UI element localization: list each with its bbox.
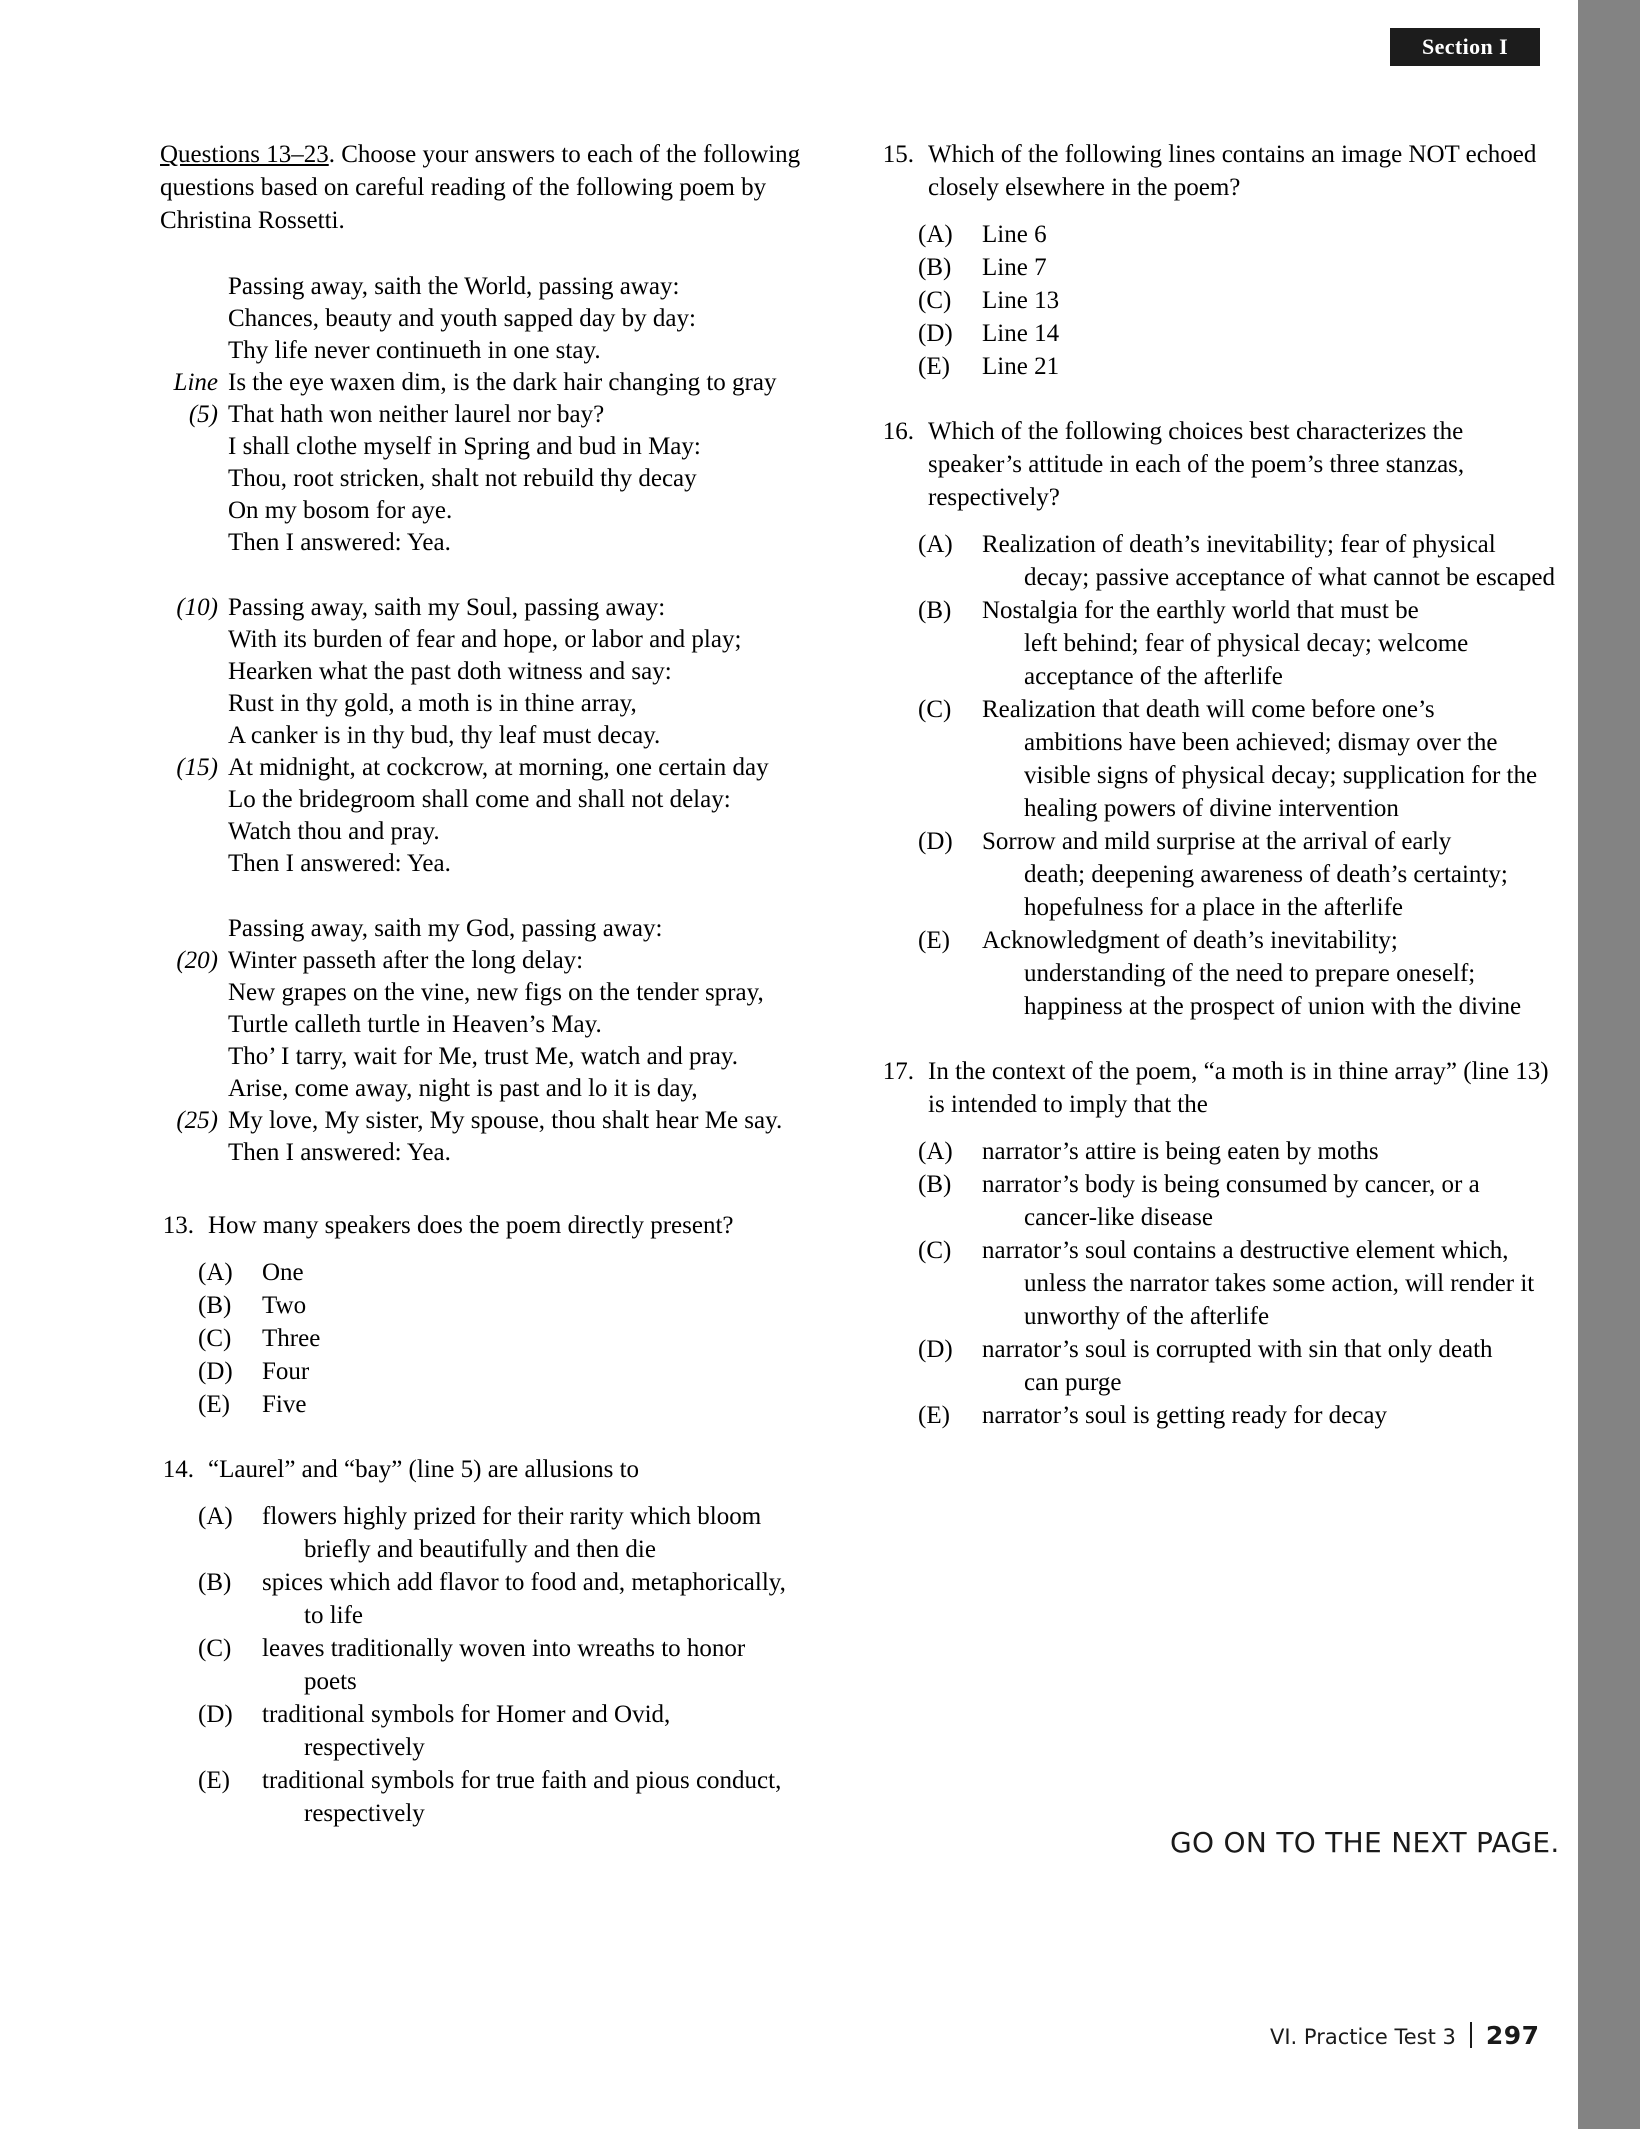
- answer-choice-text-continued: death; deepening awareness of death’s certainty; hopefulness for a place in the afterlife: [1024, 861, 1508, 921]
- question-header: [160, 1453, 820, 1486]
- answer-choice-text-first-line: Sorrow and mild surprise at the arrival of early: [982, 828, 1452, 855]
- poem-block: [160, 271, 820, 1169]
- answer-choice-letter: (A): [918, 1138, 953, 1165]
- answer-choice-text-first-line: narrator’s body is being consumed by cancer, or a: [982, 1171, 1480, 1198]
- question-header: [880, 1055, 1560, 1121]
- poem-stanza: [160, 592, 820, 880]
- answer-choice-text-first-line: Two: [262, 1292, 307, 1319]
- poem-line-text: Chances, beauty and youth sapped day by day:: [228, 305, 696, 332]
- go-on-notice: GO ON TO THE NEXT PAGE.: [1170, 1826, 1560, 1859]
- answer-choice-letter: (B): [918, 597, 952, 624]
- answer-choice-text: [974, 284, 1560, 317]
- answer-choice[interactable]: [918, 825, 1560, 924]
- poem-line-marker: [160, 335, 228, 367]
- answer-choice-text-continued: briefly and beautifully and then die: [304, 1536, 656, 1563]
- poem-line-text: Hearken what the past doth witness and say:: [228, 658, 672, 685]
- footer-divider: [1470, 2022, 1472, 2048]
- poem-line: [160, 1137, 820, 1169]
- answer-choice[interactable]: [918, 284, 1560, 317]
- poem-line-text: That hath won neither laurel nor bay?: [228, 401, 605, 428]
- poem-line-marker: [160, 463, 228, 495]
- answer-choice-list: [918, 218, 1560, 383]
- poem-line-text: Turtle calleth turtle in Heaven’s May.: [228, 1011, 602, 1038]
- poem-line-text: A canker is in thy bud, thy leaf must decay.: [228, 722, 661, 749]
- answer-choice-text: [974, 317, 1560, 350]
- answer-choice-text: [254, 1355, 820, 1388]
- poem-line: [160, 656, 820, 688]
- question-stem: “Laurel” and “bay” (line 5) are allusions to: [208, 1456, 640, 1483]
- answer-choice-text-first-line: Realization that death will come before one’s: [982, 696, 1435, 723]
- poem-line-marker: [160, 271, 228, 303]
- answer-choice-text: [974, 594, 1560, 693]
- poem-line-marker: [160, 527, 228, 559]
- poem-line: [160, 399, 820, 431]
- poem-line-marker: (25): [176, 1107, 218, 1134]
- question-block: [880, 1055, 1560, 1432]
- poem-line-text: Tho’ I tarry, wait for Me, trust Me, watch and pray.: [228, 1043, 739, 1070]
- poem-line-marker: (20): [176, 947, 218, 974]
- answer-choice-letter: (E): [918, 1402, 950, 1429]
- poem-line-marker: [160, 303, 228, 335]
- answer-choice-text: [254, 1698, 820, 1764]
- poem-stanza: [160, 271, 820, 559]
- answer-choice-letter: (A): [918, 221, 953, 248]
- question-stem: How many speakers does the poem directly present?: [208, 1212, 734, 1239]
- poem-line-marker: [160, 1073, 228, 1105]
- answer-choice-text: [974, 924, 1560, 1023]
- answer-choice[interactable]: [918, 1135, 1560, 1168]
- question-header: [880, 415, 1560, 514]
- answer-choice-text-first-line: spices which add flavor to food and, metaphorically,: [262, 1569, 786, 1596]
- answer-choice-text: [974, 1168, 1560, 1234]
- answer-choice-text: [254, 1632, 820, 1698]
- poem-line-text: Is the eye waxen dim, is the dark hair changing to gray: [228, 369, 777, 396]
- poem-line-text: I shall clothe myself in Spring and bud in May:: [228, 433, 701, 460]
- poem-line-marker: [160, 1041, 228, 1073]
- answer-choice-text-continued: left behind; fear of physical decay; welcome acceptance of the afterlife: [1024, 630, 1469, 690]
- answer-choice-text: [254, 1764, 820, 1830]
- answer-choice-text-continued: unless the narrator takes some action, will render it unworthy of the afterlife: [1024, 1270, 1535, 1330]
- answer-choice-letter: (C): [198, 1635, 232, 1662]
- answer-choice-letter: (A): [198, 1503, 233, 1530]
- answer-choice-text-continued: cancer-like disease: [1024, 1204, 1213, 1231]
- poem-line: [160, 495, 820, 527]
- poem-line-text: On my bosom for aye.: [228, 497, 453, 524]
- poem-line-marker: [160, 848, 228, 880]
- answer-choice[interactable]: [918, 594, 1560, 693]
- left-column: [160, 138, 820, 1862]
- answer-choice-text-first-line: Five: [262, 1391, 307, 1418]
- answer-choice-text-continued: ambitions have been achieved; dismay over the visible signs of physical decay; supplication for the healing powers of divine intervention: [1024, 729, 1538, 822]
- poem-line-marker: [160, 1009, 228, 1041]
- answer-choice-letter: (A): [918, 531, 953, 558]
- poem-line-marker: [160, 784, 228, 816]
- poem-line: [160, 688, 820, 720]
- answer-choice-text: [974, 1135, 1560, 1168]
- section-header-label: Section I: [1421, 34, 1509, 59]
- poem-line: [160, 335, 820, 367]
- poem-line-text: Passing away, saith my Soul, passing away:: [228, 594, 666, 621]
- answer-choice-letter: (E): [918, 927, 950, 954]
- answer-choice-text: [974, 218, 1560, 251]
- question-stem: Which of the following choices best characterizes the speaker’s attitude in each of the poem’s three stanzas, respectively?: [928, 418, 1465, 511]
- poem-line: [160, 592, 820, 624]
- question-block: [160, 1209, 820, 1421]
- answer-choice-text: [974, 1333, 1560, 1399]
- poem-line-text: Passing away, saith the World, passing away:: [228, 273, 680, 300]
- question-number: 13.: [162, 1212, 194, 1239]
- question-header: [160, 1209, 820, 1242]
- answer-choice-letter: (B): [918, 1171, 952, 1198]
- answer-choice[interactable]: [198, 1322, 820, 1355]
- answer-choice-text: [974, 528, 1560, 594]
- answer-choice[interactable]: [918, 1168, 1560, 1234]
- poem-line: [160, 303, 820, 335]
- answer-choice-letter: (E): [198, 1767, 230, 1794]
- poem-line-text: Thou, root stricken, shalt not rebuild thy decay: [228, 465, 697, 492]
- answer-choice[interactable]: [918, 1333, 1560, 1399]
- poem-line-marker: [160, 977, 228, 1009]
- answer-choice[interactable]: [198, 1500, 820, 1566]
- page-edge-gray-band: [1578, 0, 1640, 2129]
- answer-choice[interactable]: [918, 924, 1560, 1023]
- answer-choice-letter: (E): [198, 1391, 230, 1418]
- question-stem: In the context of the poem, “a moth is in thine array” (line 13) is intended to imply that the: [928, 1058, 1549, 1118]
- footer-label: VI. Practice Test 3: [1270, 2025, 1456, 2049]
- question-block: [160, 1453, 820, 1830]
- answer-choice[interactable]: [918, 218, 1560, 251]
- answer-choice-letter: (E): [918, 353, 950, 380]
- answer-choice-text: [974, 350, 1560, 383]
- answer-choice-letter: (C): [918, 287, 952, 314]
- answer-choice[interactable]: [198, 1289, 820, 1322]
- answer-choice-text-first-line: Nostalgia for the earthly world that must be: [982, 597, 1419, 624]
- poem-line: [160, 527, 820, 559]
- answer-choice[interactable]: [918, 350, 1560, 383]
- answer-choice-text: [974, 825, 1560, 924]
- question-number: 16.: [882, 418, 914, 445]
- page-number: 297: [1485, 2021, 1540, 2050]
- poem-line-marker: [160, 656, 228, 688]
- poem-line-text: Then I answered: Yea.: [228, 1139, 451, 1166]
- answer-choice-letter: (A): [198, 1259, 233, 1286]
- answer-choice-text: [254, 1566, 820, 1632]
- poem-line-marker: [160, 913, 228, 945]
- answer-choice-letter: (B): [198, 1292, 232, 1319]
- answer-choice-text-first-line: leaves traditionally woven into wreaths to honor: [262, 1635, 746, 1662]
- answer-choice-letter: (D): [198, 1701, 233, 1728]
- poem-line-text: My love, My sister, My spouse, thou shalt hear Me say.: [228, 1107, 783, 1134]
- answer-choice-list: [918, 528, 1560, 1023]
- poem-line: [160, 752, 820, 784]
- answer-choice-letter: (B): [918, 254, 952, 281]
- poem-line: [160, 977, 820, 1009]
- poem-line-marker: [160, 688, 228, 720]
- answer-choice-letter: (D): [198, 1358, 233, 1385]
- poem-line-marker: [160, 1137, 228, 1169]
- answer-choice-text-first-line: traditional symbols for true faith and pious conduct,: [262, 1767, 782, 1794]
- poem-line-text: Thy life never continueth in one stay.: [228, 337, 601, 364]
- answer-choice-text: [974, 1399, 1560, 1432]
- answer-choice-text-first-line: One: [262, 1259, 304, 1286]
- poem-line: [160, 463, 820, 495]
- poem-line: [160, 1105, 820, 1137]
- poem-line: [160, 945, 820, 977]
- answer-choice-letter: (C): [198, 1325, 232, 1352]
- poem-line: [160, 431, 820, 463]
- answer-choice-text-first-line: flowers highly prized for their rarity which bloom: [262, 1503, 762, 1530]
- answer-choice[interactable]: [198, 1388, 820, 1421]
- answer-choice-text-first-line: narrator’s soul is getting ready for decay: [982, 1402, 1387, 1429]
- poem-line-marker: [160, 816, 228, 848]
- answer-choice-text-first-line: Line 7: [982, 254, 1047, 281]
- answer-choice-text-continued: poets: [304, 1668, 357, 1695]
- right-questions-list: [880, 138, 1560, 1432]
- poem-line: [160, 816, 820, 848]
- poem-line-marker: [160, 624, 228, 656]
- question-block: [880, 415, 1560, 1023]
- poem-line: [160, 1073, 820, 1105]
- answer-choice-letter: (D): [918, 320, 953, 347]
- answer-choice-letter: (B): [198, 1569, 232, 1596]
- answer-choice-text-first-line: Acknowledgment of death’s inevitability;: [982, 927, 1398, 954]
- poem-line-text: Rust in thy gold, a moth is in thine array,: [228, 690, 637, 717]
- poem-line-text: Arise, come away, night is past and lo it is day,: [228, 1075, 698, 1102]
- answer-choice[interactable]: [198, 1256, 820, 1289]
- answer-choice-text: [974, 251, 1560, 284]
- poem-line-marker: (15): [176, 754, 218, 781]
- question-number: 17.: [882, 1058, 914, 1085]
- poem-line: [160, 271, 820, 303]
- directions-text: . Choose your answers to each of the following questions based on careful reading of the following poem by Christina Rossetti.: [160, 141, 801, 234]
- poem-line-text: At midnight, at cockcrow, at morning, one certain day: [228, 754, 769, 781]
- answer-choice-letter: (D): [918, 1336, 953, 1363]
- poem-line-text: Then I answered: Yea.: [228, 529, 451, 556]
- poem-line: [160, 624, 820, 656]
- poem-line: [160, 913, 820, 945]
- answer-choice-text-continued: to life: [304, 1602, 364, 1629]
- answer-choice-text: [254, 1256, 820, 1289]
- answer-choice-text: [254, 1500, 820, 1566]
- answer-choice-text-first-line: Realization of death’s inevitability; fear of physical: [982, 531, 1496, 558]
- page-footer: [1270, 2018, 1540, 2050]
- poem-line-text: With its burden of fear and hope, or labor and play;: [228, 626, 742, 653]
- answer-choice[interactable]: [198, 1698, 820, 1764]
- poem-line: [160, 1041, 820, 1073]
- answer-choice-letter: (C): [918, 1237, 952, 1264]
- answer-choice[interactable]: [198, 1355, 820, 1388]
- directions-paragraph: [160, 138, 820, 237]
- answer-choice-text-first-line: Line 6: [982, 221, 1047, 248]
- question-stem: Which of the following lines contains an image NOT echoed closely elsewhere in the poem?: [928, 141, 1537, 201]
- answer-choice-text-first-line: narrator’s attire is being eaten by moths: [982, 1138, 1379, 1165]
- left-questions-list: [160, 1209, 820, 1830]
- answer-choice[interactable]: [918, 1234, 1560, 1333]
- question-block: [880, 138, 1560, 383]
- answer-choice[interactable]: [198, 1632, 820, 1698]
- answer-choice[interactable]: [918, 1399, 1560, 1432]
- answer-choice-text-continued: understanding of the need to prepare oneself; happiness at the prospect of union with the divine: [1024, 960, 1522, 1020]
- answer-choice-text-first-line: Four: [262, 1358, 310, 1385]
- answer-choice[interactable]: [918, 693, 1560, 825]
- question-number: 14.: [162, 1456, 194, 1483]
- answer-choice[interactable]: [198, 1566, 820, 1632]
- poem-stanza: [160, 913, 820, 1169]
- poem-line-marker: (5): [188, 401, 218, 428]
- answer-choice-text: [254, 1322, 820, 1355]
- poem-line: [160, 1009, 820, 1041]
- answer-choice-letter: (C): [918, 696, 952, 723]
- question-header: [880, 138, 1560, 204]
- answer-choice-text-first-line: narrator’s soul contains a destructive element which,: [982, 1237, 1509, 1264]
- answer-choice-text-first-line: Line 21: [982, 353, 1060, 380]
- poem-line-text: Passing away, saith my God, passing away:: [228, 915, 663, 942]
- poem-line-marker: [160, 720, 228, 752]
- answer-choice-text: [974, 1234, 1560, 1333]
- poem-line-text: Lo the bridegroom shall come and shall not delay:: [228, 786, 731, 813]
- poem-line: [160, 848, 820, 880]
- answer-choice-text-first-line: Line 14: [982, 320, 1060, 347]
- poem-line-text: Winter passeth after the long delay:: [228, 947, 584, 974]
- answer-choice-list: [198, 1500, 820, 1830]
- answer-choice-letter: (D): [918, 828, 953, 855]
- poem-line-text: New grapes on the vine, new figs on the tender spray,: [228, 979, 764, 1006]
- poem-line: [160, 367, 820, 399]
- poem-line-marker: Line: [173, 369, 218, 396]
- poem-line: [160, 720, 820, 752]
- answer-choice-text-continued: decay; passive acceptance of what cannot be escaped: [1024, 564, 1555, 591]
- answer-choice-text: [254, 1388, 820, 1421]
- poem-line-text: Watch thou and pray.: [228, 818, 440, 845]
- answer-choice[interactable]: [198, 1764, 820, 1830]
- answer-choice[interactable]: [918, 251, 1560, 284]
- answer-choice-text: [254, 1289, 820, 1322]
- answer-choice-text-first-line: narrator’s soul is corrupted with sin that only death: [982, 1336, 1493, 1363]
- answer-choice-list: [918, 1135, 1560, 1432]
- poem-line-marker: (10): [176, 594, 218, 621]
- answer-choice-text-continued: respectively: [304, 1800, 425, 1827]
- answer-choice-list: [198, 1256, 820, 1421]
- poem-line-text: Then I answered: Yea.: [228, 850, 451, 877]
- right-column: [880, 138, 1560, 1464]
- poem-line-marker: [160, 431, 228, 463]
- question-number: 15.: [882, 141, 914, 168]
- answer-choice[interactable]: [918, 528, 1560, 594]
- question-range-label: Questions 13–23: [160, 141, 329, 168]
- answer-choice[interactable]: [918, 317, 1560, 350]
- answer-choice-text-first-line: Line 13: [982, 287, 1060, 314]
- answer-choice-text-first-line: Three: [262, 1325, 321, 1352]
- answer-choice-text-continued: can purge: [1024, 1369, 1122, 1396]
- answer-choice-text-continued: respectively: [304, 1734, 425, 1761]
- poem-line: [160, 784, 820, 816]
- poem-line-marker: [160, 495, 228, 527]
- answer-choice-text-first-line: traditional symbols for Homer and Ovid,: [262, 1701, 671, 1728]
- answer-choice-text: [974, 693, 1560, 825]
